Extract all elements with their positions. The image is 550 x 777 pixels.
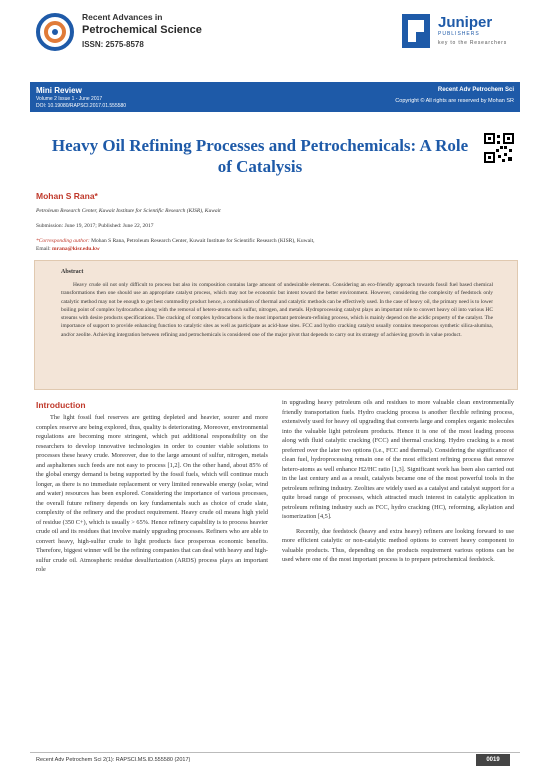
abstract-heading: Abstract xyxy=(61,269,84,275)
email-label: Email: xyxy=(36,246,53,252)
email-link[interactable]: mrana@kisr.edu.kw xyxy=(52,246,100,252)
article-title: Heavy Oil Refining Processes and Petrochemicals: A Role of Catalysis xyxy=(51,136,469,176)
corr-label: *Corresponding author: xyxy=(36,238,92,244)
body-column-left xyxy=(36,413,268,575)
issn: ISSN: 2575-8578 xyxy=(82,40,144,49)
corresponding-author xyxy=(36,237,516,253)
body-paragraph: The light fossil fuel reserves are getting depleted and heavier, sourer and more complex reserve are being explored, thus, quality is deteriorating. Moreover, environmental regulations are becoming more stringent, which put additional responsibility on the researchers to develop innovative technologies in order to counter viable solutions to processes these heavy crude. Moreover, due to the large amount of sulfur, nitrogen, metals and asphaltenes such feeds are not easy to process [1,2]. On the other hand, about 85% of the global energy demand is being supported by the fossil fuels, which will continue much longer, as there is no immediate replacement or very limited renewable energy (solar, wind and water) resources has been explored. Considering the importance of various processes, the overall future refinery depends on key fundamentals such as choice of crude slate, complexity of the refinery and the product requirement. Heavy crude oil means high yield of residue (350 C+), which is usually > 65%. Hence refinery capability is to process heavier crude oil and its residues that involve mainly upgrading processes. Refiners who are able to convert heavy, high-sulfur crude to light products face prosperous economic benefits. Therefore, biggest winner will be the refining companies that can deal with heavy and high-sulfur crude oil. Atmospheric residue desulfurization (ARDS) process plays an important role xyxy=(36,414,268,573)
journal-name-line2: Petrochemical Science xyxy=(82,24,202,36)
doi: DOI: 10.19080/RAPSCI.2017.01.555580 xyxy=(36,103,127,109)
section-heading-introduction: Introduction xyxy=(36,400,86,410)
page-number: 0019 xyxy=(476,754,510,766)
abstract-text: Heavy crude oil not only difficult to process but also its composition contains large amount of undesirable elements. Considering an eco-friendly approach towards fossil fuel based chemical transformations then one should use an appropriate catalyst process, which may not be economic but intent toward the better environment. However, considering the complexity of feedstock only catalytic method may not be enough to get best commodity product hence, a combination of thermal and catalytic methods can be effectively used. In the case of heavy oil, the primary need is to lower boiling point of complex hydrocarbon along with the removal of hetero-atoms such sulfur, nitrogen, and metals. Hydroprocessing catalyst plays an important role to convert heavy oil into various HC streams with desire products specifications. The cracking of complex hydrocarbons is the most important petroleum-refining process, which is mainly depend on the acidic property of the catalyst. The importance of support to provide enhancing function to catalytic sites as well as participate as acid-base sites. FCC and hydro cracking catalyst usually contains mesoporous synthetic silica-alumina, and/or zeolite. Achieving integration between refining and petrochemicals is considered one of the major pivot that depends to carry out its strategy of achieving growth in value product. xyxy=(61,282,493,338)
article-type: Mini Review xyxy=(36,86,82,95)
publisher-tagline: key to the Researchers xyxy=(438,40,508,46)
publisher-name: Juniper xyxy=(438,14,493,31)
submission-dates: Submission: June 19, 2017; Published: June 22, 2017 xyxy=(36,223,154,229)
abstract-box xyxy=(34,260,518,390)
journal-logo-icon xyxy=(35,12,75,52)
volume-issue: Volume 2 Issue 1 - June 2017 xyxy=(36,96,103,102)
qr-code-icon xyxy=(484,133,514,163)
footer-citation: Recent Adv Petrochem Sci 2(1): RAPSCI.MS.ID.555580 (2017) xyxy=(36,757,191,763)
journal-name-line1: Recent Advances in xyxy=(82,12,163,22)
article-info-band xyxy=(30,82,520,112)
body-paragraph: in upgrading heavy petroleum oils and residues to more valuable clean environmentally friendly transportation fuels. Hydro cracking process is another flexible refining process, extensively used for heavy oil upgrading that converts large and complex organic molecules into the valuable light petroleum products. Hence it is one of the most leading process along with fluid catalytic cracking (FCC) and thermal cracking. Hydro cracking is a most preferred over the later two options (i.e., FCC and thermal). Considering the significance of clean fuel, hydroprocessing remain one of the most efficient refining process that remove hetero-atoms as well enhance H2/HC ratio [1,3]. Significant work has been also carried out in the last century and as a result, catalysts became one of the most powerful tools in the petroleum refining industry. Zeolites are widely used as a catalyst and catalyst support for a quite broad range of processes, which attracted much interest in catalytic application in petroleum refining industry such as FCC, hydro cracking (HC), reforming, alkylation and isomerization [4,5]. xyxy=(282,399,514,520)
publisher-logo-icon xyxy=(400,12,436,52)
author-name: Mohan S Rana* xyxy=(36,191,98,201)
affiliation: Petroleum Research Center, Kuwait Institute for Scientific Research (KISR), Kuwait xyxy=(36,208,221,214)
body-column-right xyxy=(282,398,514,565)
corr-text: Mohan S Rana, Petroleum Research Center, Kuwait Institute for Scientific Research (KISR), Kuwait, xyxy=(91,238,315,244)
body-paragraph: Recently, due feedstock (heavy and extra heavy) refiners are looking forward to use more efficient catalytic or non-catalytic method options to convert heavy component to valuable products. Thus, depending on the products requirement various options can be used where one of the most important process is to prepare petrochemical feedstock. xyxy=(282,527,514,563)
copyright: Copyright © All rights are reserved by Mohan SR xyxy=(395,98,514,104)
footer-divider xyxy=(30,752,520,753)
journal-abbrev: Recent Adv Petrochem Sci xyxy=(437,87,514,93)
publisher-subtitle: PUBLISHERS xyxy=(438,31,480,37)
